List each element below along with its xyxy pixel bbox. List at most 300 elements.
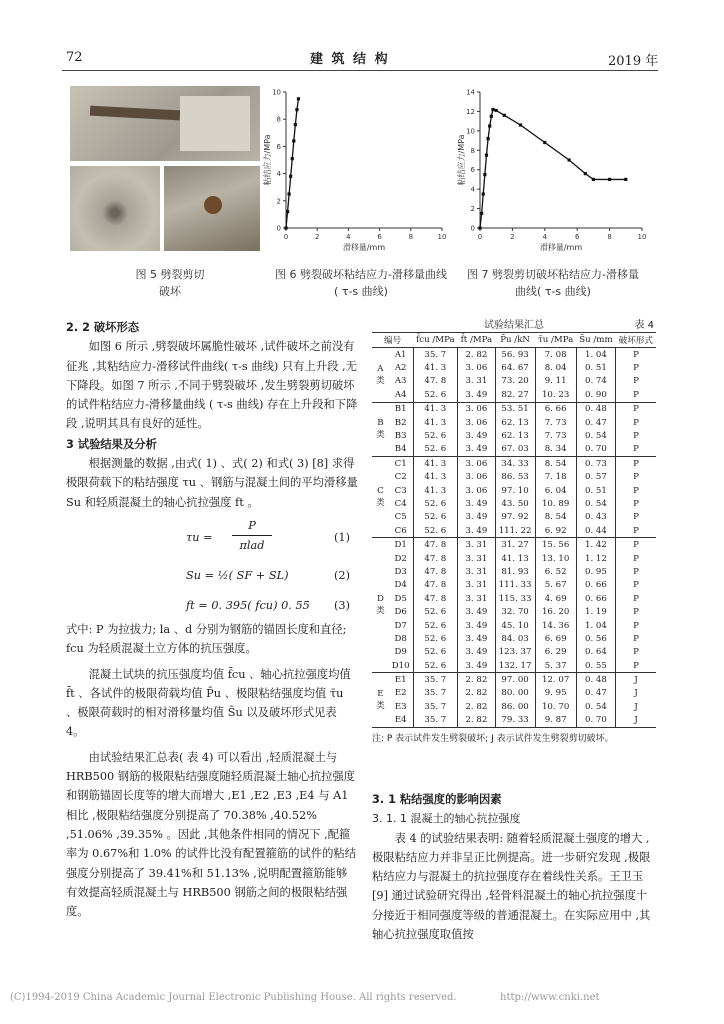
table-cell: 6. 66 xyxy=(535,402,576,416)
table-cell: P xyxy=(616,402,656,416)
table-cell: 52. 6 xyxy=(413,619,457,632)
table-cell: 0. 66 xyxy=(576,592,615,605)
x-tick-label: 8 xyxy=(408,233,414,241)
table-cell: D2 xyxy=(394,553,407,564)
y-axis-label: 粘结应力/MPa xyxy=(263,134,272,186)
table-cell: P xyxy=(616,524,656,538)
table-cell: 47. 8 xyxy=(413,538,457,552)
table-cell: 3. 31 xyxy=(458,552,496,565)
table-cell: P xyxy=(616,632,656,645)
table-cell: B1 xyxy=(389,402,413,416)
table-cell: 53. 51 xyxy=(495,402,535,416)
table-cell: P xyxy=(616,388,656,402)
table-cell: J xyxy=(616,714,656,728)
table-row xyxy=(372,457,656,471)
data-point xyxy=(487,137,490,140)
y-tick-label: 0 xyxy=(470,224,475,233)
table-cell: J xyxy=(616,673,656,687)
table-row xyxy=(372,619,656,632)
table-cell: 41. 13 xyxy=(495,552,535,565)
table-cell: C2 xyxy=(394,472,407,483)
table-cell: 52. 6 xyxy=(413,605,457,618)
table-cell: D9 xyxy=(394,647,407,658)
x-tick-label: 2 xyxy=(314,233,320,241)
table-row xyxy=(372,471,656,484)
table-cell: 0. 43 xyxy=(576,511,615,524)
table-cell: 9. 95 xyxy=(535,687,576,700)
copyright: (C)1994-2019 China Academic Journal Electronic Publishing House. All rights reserved. xyxy=(10,992,457,1003)
data-point xyxy=(543,141,546,144)
table-cell: 43. 50 xyxy=(495,497,535,510)
table-cell: 3. 06 xyxy=(458,361,496,374)
y-tick-label: 14 xyxy=(466,88,475,97)
table-cell: 0. 47 xyxy=(576,687,615,700)
table-cell: P xyxy=(616,375,656,388)
table-cell: 9. 11 xyxy=(535,375,576,388)
table-cell: 3. 06 xyxy=(458,471,496,484)
equation-1: τu = P πlad (1) xyxy=(66,516,358,556)
table-cell: 0. 55 xyxy=(576,659,615,673)
table-cell: A4 xyxy=(394,389,407,400)
table-cell: 1. 42 xyxy=(576,538,615,552)
col-header-tau: τ̄u /MPa xyxy=(535,333,576,348)
data-point xyxy=(291,157,294,160)
table-row xyxy=(372,579,656,592)
table-cell: 13. 10 xyxy=(535,552,576,565)
fig7-chart xyxy=(456,84,652,256)
table-cell: 41. 3 xyxy=(413,416,457,429)
table-header-row xyxy=(372,333,656,348)
col-header-ft: f̄t /MPa xyxy=(458,333,496,348)
table-cell: E3 xyxy=(394,701,407,712)
table-row xyxy=(372,646,656,659)
table-cell: 10. 70 xyxy=(535,700,576,713)
table-cell: 0. 51 xyxy=(576,361,615,374)
y-tick-label: 4 xyxy=(470,185,475,194)
table-cell: 0. 51 xyxy=(576,484,615,497)
data-point xyxy=(519,123,522,126)
table-cell: J xyxy=(616,700,656,713)
table-cell: 52. 6 xyxy=(413,511,457,524)
table-cell: P xyxy=(616,416,656,429)
section-3-title: 3 试验结果及分析 xyxy=(66,437,157,451)
table-row xyxy=(372,511,656,524)
col-header-mode: 破坏形式 xyxy=(616,333,656,348)
col-header-su: S̄u /mm xyxy=(576,333,615,348)
table-row xyxy=(372,524,656,538)
x-tick-label: 4 xyxy=(542,233,548,241)
where-paragraph: 式中: P 为拉拔力; la 、d 分别为钢筋的锚固长度和直径; fcu 为轻质混凝土立方体的抗压强度。 xyxy=(66,622,347,656)
table-cell: P xyxy=(616,457,656,471)
table-cell: 3. 31 xyxy=(458,592,496,605)
table-cell: 6. 69 xyxy=(535,632,576,645)
data-point xyxy=(485,154,488,157)
table-cell: 3. 49 xyxy=(458,524,496,538)
table-cell: 1. 04 xyxy=(576,619,615,632)
table-cell: 47. 8 xyxy=(413,375,457,388)
table-cell: P xyxy=(616,361,656,374)
table-cell: 0. 57 xyxy=(576,471,615,484)
table-cell: 7. 18 xyxy=(535,471,576,484)
table-cell: P xyxy=(616,605,656,618)
specimen-photo-bottom-right xyxy=(164,166,260,251)
data-point xyxy=(482,192,485,195)
table-cell: 5. 37 xyxy=(535,659,576,673)
table-row xyxy=(372,388,656,402)
x-axis-label: 滑移量/mm xyxy=(342,243,386,252)
table-cell: 9. 87 xyxy=(535,714,576,728)
x-tick-label: 10 xyxy=(437,233,447,241)
table-row xyxy=(372,659,656,673)
table-cell: 3. 06 xyxy=(458,484,496,497)
table-cell: 34. 33 xyxy=(495,457,535,471)
table-cell: 73. 20 xyxy=(495,375,535,388)
data-point xyxy=(490,115,493,118)
table-cell: P xyxy=(616,619,656,632)
table-cell: P xyxy=(616,659,656,673)
data-point xyxy=(288,192,291,195)
table-cell: 2. 82 xyxy=(458,348,496,362)
data-point xyxy=(592,178,595,181)
col-header-fcu: f̄cu /MPa xyxy=(413,333,457,348)
y-tick-label: 2 xyxy=(470,205,475,214)
table-cell: 3. 49 xyxy=(458,429,496,442)
equation-2: Su = ½( SF + SL) (2) xyxy=(186,568,350,582)
table-cell: 123. 37 xyxy=(495,646,535,659)
table-cell: P xyxy=(616,538,656,552)
section-3-1-1-paragraph: 表 4 的试验结果表明: 随着轻质混凝土强度的增大 ,极限粘结应力并非呈正比例提高。进一步研究发现 ,极限粘结应力与混凝土的抗拉强度存在着线性关系。王卫玉[9] 通过试验研究得出 ,轻骨料混凝土的轴心抗拉强度十分接近于相同强度等级的普通混凝土。在实际应用中 ,其轴心抗拉强度取值按 xyxy=(372,831,651,942)
table-cell: 8. 54 xyxy=(535,511,576,524)
table-cell: 47. 8 xyxy=(413,592,457,605)
table-cell: 3. 31 xyxy=(458,579,496,592)
table-cell: P xyxy=(616,592,656,605)
table-cell: 3. 49 xyxy=(458,632,496,645)
table-cell: 0. 95 xyxy=(576,565,615,578)
table-cell: 52. 6 xyxy=(413,659,457,673)
table-row xyxy=(372,565,656,578)
data-point xyxy=(491,108,494,111)
table-cell: 3. 06 xyxy=(458,416,496,429)
table-note: 注: P 表示试件发生劈裂破坏; J 表示试件发生劈裂剪切破坏。 xyxy=(372,733,614,744)
table-cell: 31. 27 xyxy=(495,538,535,552)
table-cell: D1 xyxy=(389,538,413,552)
y-tick-label: 12 xyxy=(466,107,475,116)
section-3-1-title: 3. 1 粘结强度的影响因素 xyxy=(372,793,502,806)
table-cell: 3. 31 xyxy=(458,538,496,552)
table-4 xyxy=(372,316,656,744)
x-tick-label: 2 xyxy=(510,233,515,241)
table-cell: 0. 73 xyxy=(576,457,615,471)
table-cell: 7. 73 xyxy=(535,429,576,442)
table-cell: C3 xyxy=(394,485,407,496)
header-rule xyxy=(62,70,658,71)
table-cell: 1. 19 xyxy=(576,605,615,618)
data-point xyxy=(297,97,300,100)
data-point xyxy=(584,172,587,175)
table-cell: 1. 12 xyxy=(576,552,615,565)
table-row xyxy=(372,361,656,374)
table-cell: 0. 74 xyxy=(576,375,615,388)
table-cell: P xyxy=(616,579,656,592)
table-cell: A3 xyxy=(394,376,407,387)
table-row xyxy=(372,497,656,510)
x-axis-label: 滑移量/mm xyxy=(539,243,583,252)
table-cell: 8. 04 xyxy=(535,361,576,374)
table-cell: 3. 49 xyxy=(458,443,496,457)
table-row xyxy=(372,714,656,728)
table-cell: 35. 7 xyxy=(413,700,457,713)
fig6-chart xyxy=(262,84,452,256)
table-cell: 35. 7 xyxy=(413,673,457,687)
y-axis-label: 粘结应力/MPa xyxy=(457,134,466,186)
table-cell: 5. 67 xyxy=(535,579,576,592)
table-cell: 56. 93 xyxy=(495,348,535,362)
table-row xyxy=(372,348,656,362)
table-row xyxy=(372,552,656,565)
table-cell: 132. 17 xyxy=(495,659,535,673)
table-cell: 8. 54 xyxy=(535,457,576,471)
table-row xyxy=(372,632,656,645)
table-cell: 6. 29 xyxy=(535,646,576,659)
x-tick-label: 0 xyxy=(477,233,483,241)
table-cell: 41. 3 xyxy=(413,484,457,497)
table-cell: 115. 33 xyxy=(495,592,535,605)
section-2-2-paragraph: 如图 6 所示 ,劈裂破坏属脆性破坏 ,试件破坏之前没有征兆 ,其粘结应力-滑移试件曲线( τ-s 曲线) 只有上升段 ,无下降段。如图 7 所示 ,不同于劈裂破坏 ,发生劈裂剪切破坏的试件粘结应力-滑移量曲线 ( τ-s 曲线) 存在上升段和下降段 ,说明其具有良好的延性。 xyxy=(66,340,358,431)
table-cell: 10. 23 xyxy=(535,388,576,402)
table-number: 表 4 xyxy=(634,320,654,331)
results-table xyxy=(372,332,656,728)
table-cell: D4 xyxy=(394,580,407,591)
table-cell: 35. 7 xyxy=(413,714,457,728)
data-point xyxy=(292,139,295,142)
data-point xyxy=(294,123,297,126)
table-cell: 15. 56 xyxy=(535,538,576,552)
fig5-caption: 图 5 劈裂剪切 破坏 xyxy=(135,268,205,298)
data-point xyxy=(480,212,483,215)
table-cell: 3. 49 xyxy=(458,511,496,524)
table-group-label: D 类 xyxy=(372,538,389,673)
table-cell: 2. 82 xyxy=(458,673,496,687)
table-cell: 111. 33 xyxy=(495,579,535,592)
table-cell: 35. 7 xyxy=(413,348,457,362)
table-cell: P xyxy=(616,348,656,362)
table-row xyxy=(372,673,656,687)
table-cell: 41. 3 xyxy=(413,471,457,484)
x-tick-label: 0 xyxy=(283,233,289,241)
page-number: 72 xyxy=(66,50,83,65)
data-point xyxy=(503,114,506,117)
table-cell: 111. 22 xyxy=(495,524,535,538)
table-group-label: C 类 xyxy=(372,457,389,538)
table-cell: 97. 92 xyxy=(495,511,535,524)
table-cell: 3. 06 xyxy=(458,402,496,416)
table-cell: 0. 70 xyxy=(576,714,615,728)
table-cell: 79. 33 xyxy=(495,714,535,728)
table-cell: 3. 49 xyxy=(458,659,496,673)
table-cell: B2 xyxy=(394,417,407,428)
table-cell: 67. 03 xyxy=(495,443,535,457)
table-row xyxy=(372,402,656,416)
section-3-1-1-title: 3. 1. 1 混凝土的轴心抗拉强度 xyxy=(372,812,521,826)
y-tick-label: 8 xyxy=(276,115,281,124)
table-cell: 12. 07 xyxy=(535,673,576,687)
table-cell: B3 xyxy=(394,431,407,442)
table-cell: 0. 56 xyxy=(576,632,615,645)
table-group-label: E 类 xyxy=(372,673,389,728)
data-point xyxy=(495,109,498,112)
table-cell: 7. 08 xyxy=(535,348,576,362)
journal-title: 建 筑 结 构 xyxy=(310,52,390,67)
table-cell: 3. 49 xyxy=(458,497,496,510)
table-cell: P xyxy=(616,565,656,578)
table-cell: 6. 52 xyxy=(535,565,576,578)
data-point xyxy=(289,175,292,178)
y-tick-label: 6 xyxy=(470,166,475,175)
y-tick-label: 0 xyxy=(276,224,281,233)
y-tick-label: 6 xyxy=(276,142,281,151)
table-cell: 97. 10 xyxy=(495,484,535,497)
series-line xyxy=(480,109,626,228)
table-cell: E4 xyxy=(389,714,413,728)
table-cell: 3. 49 xyxy=(458,646,496,659)
table-cell: 52. 6 xyxy=(413,524,457,538)
table-cell: 6. 04 xyxy=(535,484,576,497)
table-cell: E1 xyxy=(389,673,413,687)
table-cell: D10 xyxy=(391,660,410,671)
section-3-paragraph: 根据测量的数据 ,由式( 1) 、式( 2) 和式( 3) [8] 求得极限荷载下的粘结强度 τu 、钢筋与混凝土间的平均滑移量 Su 和轻质混凝土的轴心抗拉强度 ft 。 xyxy=(66,457,358,509)
paragraph-3: 由试验结果汇总表( 表 4) 可以看出 ,轻质混凝土与 HRB500 钢筋的极限粘结强度随轻质混凝土轴心抗拉强度和钢筋锚固长度等的增大而增大 ,E1 ,E2 ,E3 ,E4 与 A1 相比 ,极限粘结强度分别提高了 70.38% ,40.52% ,51.06% ,39.35% 。因此 ,其他条件相同的情况下 ,配箍率为 0.67%和 1.0% 的试件比没有配置箍筋的试件的粘结强度分别提高了 39.41%和 51.13% ,说明配置箍筋能够有效提高轻质混凝土与 HRB500 钢筋之间的极限粘结强度。 xyxy=(66,750,357,919)
table-cell: 3. 06 xyxy=(458,457,496,471)
table-cell: A2 xyxy=(394,363,407,374)
table-cell: 0. 54 xyxy=(576,429,615,442)
data-point xyxy=(568,158,571,161)
table-cell: 3. 31 xyxy=(458,375,496,388)
table-row xyxy=(372,375,656,388)
table-row xyxy=(372,700,656,713)
table-cell: P xyxy=(616,443,656,457)
table-cell: 0. 64 xyxy=(576,646,615,659)
table-cell: 45. 10 xyxy=(495,619,535,632)
table-cell: 8. 34 xyxy=(535,443,576,457)
table-cell: 82. 27 xyxy=(495,388,535,402)
table-cell: D8 xyxy=(394,633,407,644)
table-row xyxy=(372,416,656,429)
table-cell: 32. 70 xyxy=(495,605,535,618)
table-cell: 0. 90 xyxy=(576,388,615,402)
table-cell: 0. 48 xyxy=(576,673,615,687)
table-cell: D3 xyxy=(394,566,407,577)
table-title: 试验结果汇总 xyxy=(484,320,544,331)
table-cell: 2. 82 xyxy=(458,700,496,713)
table-cell: 47. 8 xyxy=(413,552,457,565)
table-cell: 0. 54 xyxy=(576,700,615,713)
table-cell: 62. 13 xyxy=(495,429,535,442)
table-cell: P xyxy=(616,471,656,484)
table-cell: 10. 89 xyxy=(535,497,576,510)
data-point xyxy=(608,178,611,181)
table-cell: 4. 69 xyxy=(535,592,576,605)
table-cell: 41. 3 xyxy=(413,457,457,471)
col-header-pu: P̄u /kN xyxy=(495,333,535,348)
table-cell: A1 xyxy=(394,349,407,360)
x-tick-label: 6 xyxy=(377,233,382,241)
table-cell: P xyxy=(616,646,656,659)
table-cell: C5 xyxy=(394,512,407,523)
table-row xyxy=(372,484,656,497)
table-cell: D6 xyxy=(394,607,407,618)
table-cell: D7 xyxy=(394,620,407,631)
table-row xyxy=(372,605,656,618)
table-cell: 52. 6 xyxy=(413,497,457,510)
table-cell: 86. 00 xyxy=(495,700,535,713)
table-cell: 97. 00 xyxy=(495,673,535,687)
table-cell: 0. 44 xyxy=(576,524,615,538)
y-tick-label: 10 xyxy=(272,88,281,97)
table-row xyxy=(372,592,656,605)
table-cell: 47. 8 xyxy=(413,579,457,592)
table-cell: 62. 13 xyxy=(495,416,535,429)
table-cell: 2. 82 xyxy=(458,714,496,728)
equation-3: ft = 0. 395( fcu) 0. 55 (3) xyxy=(186,598,350,612)
table-cell: 6. 92 xyxy=(535,524,576,538)
right-column xyxy=(372,790,656,944)
table-cell: 47. 8 xyxy=(413,565,457,578)
y-tick-label: 4 xyxy=(276,170,281,179)
y-tick-label: 8 xyxy=(470,146,475,155)
data-point xyxy=(478,226,481,229)
section-2-2-title: 2. 2 破坏形态 xyxy=(66,321,140,334)
table-cell: 3. 49 xyxy=(458,388,496,402)
table-cell: C4 xyxy=(394,498,407,509)
table-cell: 0. 54 xyxy=(576,497,615,510)
table-cell: 0. 66 xyxy=(576,579,615,592)
data-point xyxy=(284,226,287,229)
data-point xyxy=(286,210,289,213)
table-cell: P xyxy=(616,511,656,524)
table-cell: D5 xyxy=(394,593,407,604)
table-cell: 7. 73 xyxy=(535,416,576,429)
x-tick-label: 10 xyxy=(637,233,647,241)
data-point xyxy=(483,173,486,176)
x-tick-label: 4 xyxy=(346,233,351,241)
table-row xyxy=(372,429,656,442)
table-cell: E2 xyxy=(394,688,407,699)
table-cell: 80. 00 xyxy=(495,687,535,700)
table-cell: 3. 31 xyxy=(458,565,496,578)
table-cell: P xyxy=(616,552,656,565)
paragraph-2: 混凝土试块的抗压强度均值 f̄cu 、轴心抗拉强度均值 f̄t 、各试件的极限荷载均值 P̄u 、极限粘结强度均值 τ̄u 、极限荷载时的相对滑移量均值 S̄u 以及破坏形式见表 4。 xyxy=(66,667,351,739)
fig7-caption: 图 7 劈裂剪切破坏粘结应力-滑移量 曲线( τ-s 曲线) xyxy=(467,268,639,298)
table-cell: 3. 49 xyxy=(458,619,496,632)
table-cell: 0. 48 xyxy=(576,402,615,416)
series-line xyxy=(286,99,298,228)
year: 2019 年 xyxy=(608,54,659,69)
table-cell: P xyxy=(616,497,656,510)
table-cell: B4 xyxy=(394,444,407,455)
table-cell: C6 xyxy=(394,525,407,536)
table-cell: 84. 03 xyxy=(495,632,535,645)
table-cell: 0. 47 xyxy=(576,416,615,429)
table-row xyxy=(372,687,656,700)
table-cell: P xyxy=(616,429,656,442)
data-point xyxy=(295,108,298,111)
table-cell: 3. 49 xyxy=(458,605,496,618)
table-cell: 0. 70 xyxy=(576,443,615,457)
table-cell: 35. 7 xyxy=(413,687,457,700)
table-cell: 52. 6 xyxy=(413,388,457,402)
table-cell: 1. 04 xyxy=(576,348,615,362)
x-tick-label: 6 xyxy=(574,233,580,241)
